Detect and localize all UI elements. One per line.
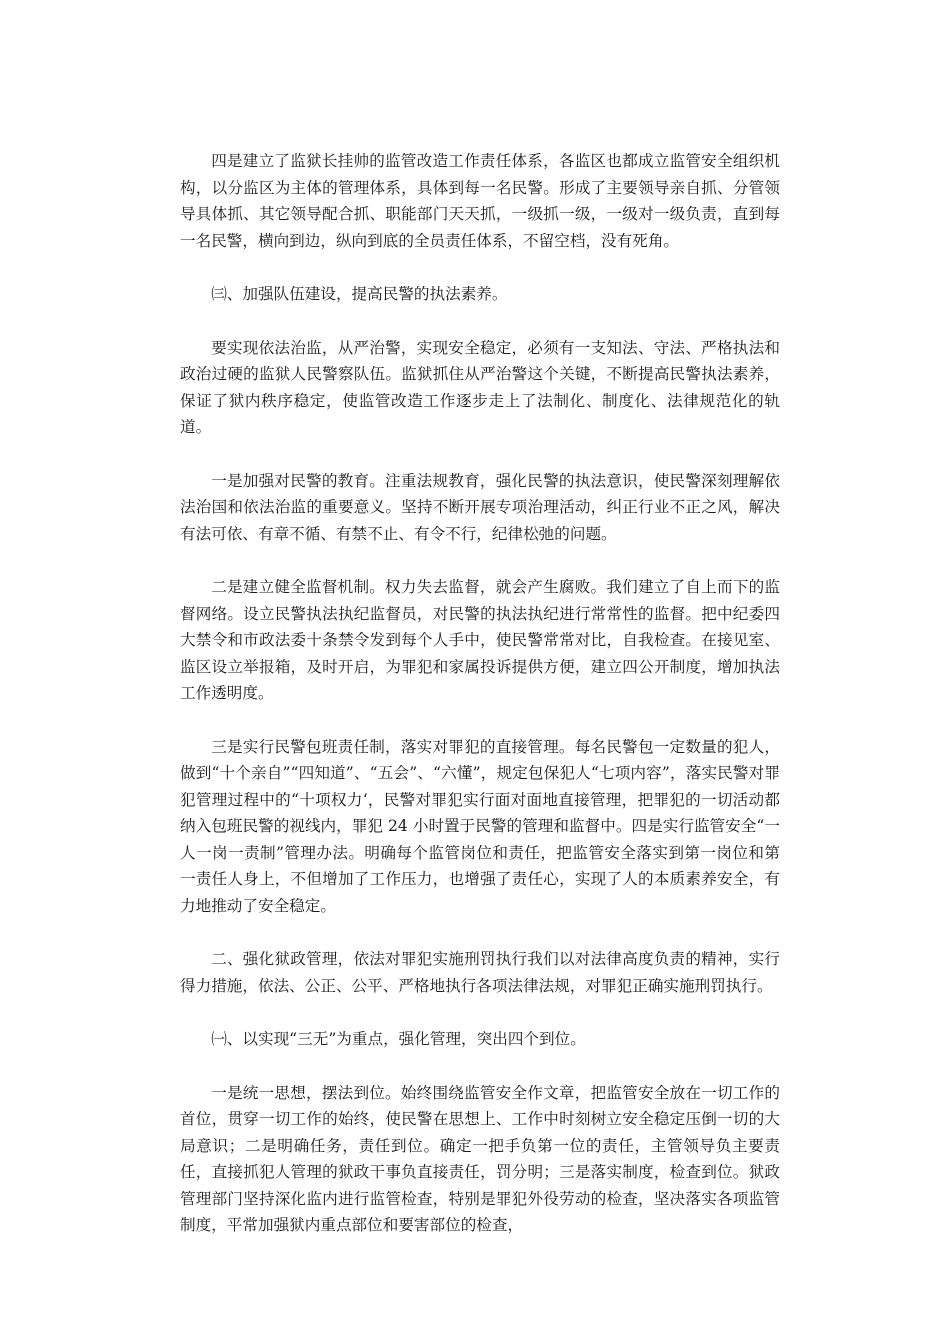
paragraph-responsibility-system: 四是建立了监狱长挂帅的监管改造工作责任体系，各监区也都成立监管安全组织机构，以分监区为主体的管理体系，具体到每一名民警。形成了主要领导亲自抓、分管领导具体抓、其它领导配合抓、职能部门天天抓，一级抓一级，一级对一级负责，直到每一名民警，横向到边，纵向到底的全员责任体系，不留空档，没有死角。 xyxy=(180,152,780,250)
paragraph-unify-thinking: 一是统一思想，摆法到位。始终围绕监管安全作文章，把监管安全放在一切工作的首位，贯穿一切工作的始终，使民警在思想上、工作中时刻树立安全稳定压倒一切的大局意识；二是明确任务，责任到位。确定一把手负第一位的责任，主管领导负主要责任，直接抓犯人管理的狱政干事负直接责任，罚分明；三是落实制度，检查到位。狱政管理部门坚持深化监内进行监管检查，特别是罪犯外役劳动的检查，坚决落实各项监管制度，平常加强狱内重点部位和要害部位的检查， xyxy=(180,1083,780,1234)
paragraph-police-education: 一是加强对民警的教育。注重法规教育，强化民警的执法意识，使民警深刻理解依法治国和依法治监的重要意义。坚持不断开展专项治理活动，纠正行业不正之风，解决有法可依、有章不循、有禁不止、有令不行，纪律松弛的问题。 xyxy=(180,471,780,543)
subsection-heading-three-nos: ㈠、以实现“三无”为重点，强化管理，突出四个到位。 xyxy=(211,1030,586,1048)
paragraph-supervision-mechanism: 二是建立健全监督机制。权力失去监督，就会产生腐败。我们建立了自上而下的监督网络。设立民警执法执纪监督员，对民警的执法执纪进行常常性的监督。把中纪委四大禁令和市政法委十条禁令发到每个人手中，使民警常常对比，自我检查。在接见室、监区设立举报箱，及时开启，为罪犯和家属投诉提供方便，建立四公开制度，增加执法工作透明度。 xyxy=(180,578,780,702)
section-heading-prison-administration: 二、强化狱政管理，依法对罪犯实施刑罚执行我们以对法律高度负责的精神，实行得力措施，依法、公正、公平、严格地执行各项法律法规，对罪犯正确实施刑罚执行。 xyxy=(180,950,780,995)
section-heading-team-building: ㈢、加强队伍建设，提高民警的执法素养。 xyxy=(211,285,508,303)
document-body xyxy=(180,148,780,1266)
paragraph-rule-of-law: 要实现依法治监，从严治警，实现安全稳定，必须有一支知法、守法、严格执法和政治过硬的监狱人民警察队伍。监狱抓住从严治警这个关键，不断提高民警执法素养，保证了狱内秩序稳定，使监管改造工作逐步走上了法制化、制度化、法律规范化的轨道。 xyxy=(180,338,780,436)
paragraph-class-responsibility: 三是实行民警包班责任制，落实对罪犯的直接管理。每名民警包一定数量的犯人，做到“十个亲自”“四知道”、“五会”、“六懂”，规定包保犯人“七项内容”，落实民警对罪犯管理过程中的“十项权力‘，民警对罪犯实行面对面地直接管理，把罪犯的一切活动都纳入包班民警的视线内，罪犯 24 小时置于民警的管理和监督中。四是实行监管安全“一人一岗一责制”管理办法。明确每个监管岗位和责任，把监管安全落实到第一岗位和第一责任人身上，不但增加了工作压力，也增强了责任心，实现了人的本质素养安全，有力地推动了安全稳定。 xyxy=(180,737,780,915)
